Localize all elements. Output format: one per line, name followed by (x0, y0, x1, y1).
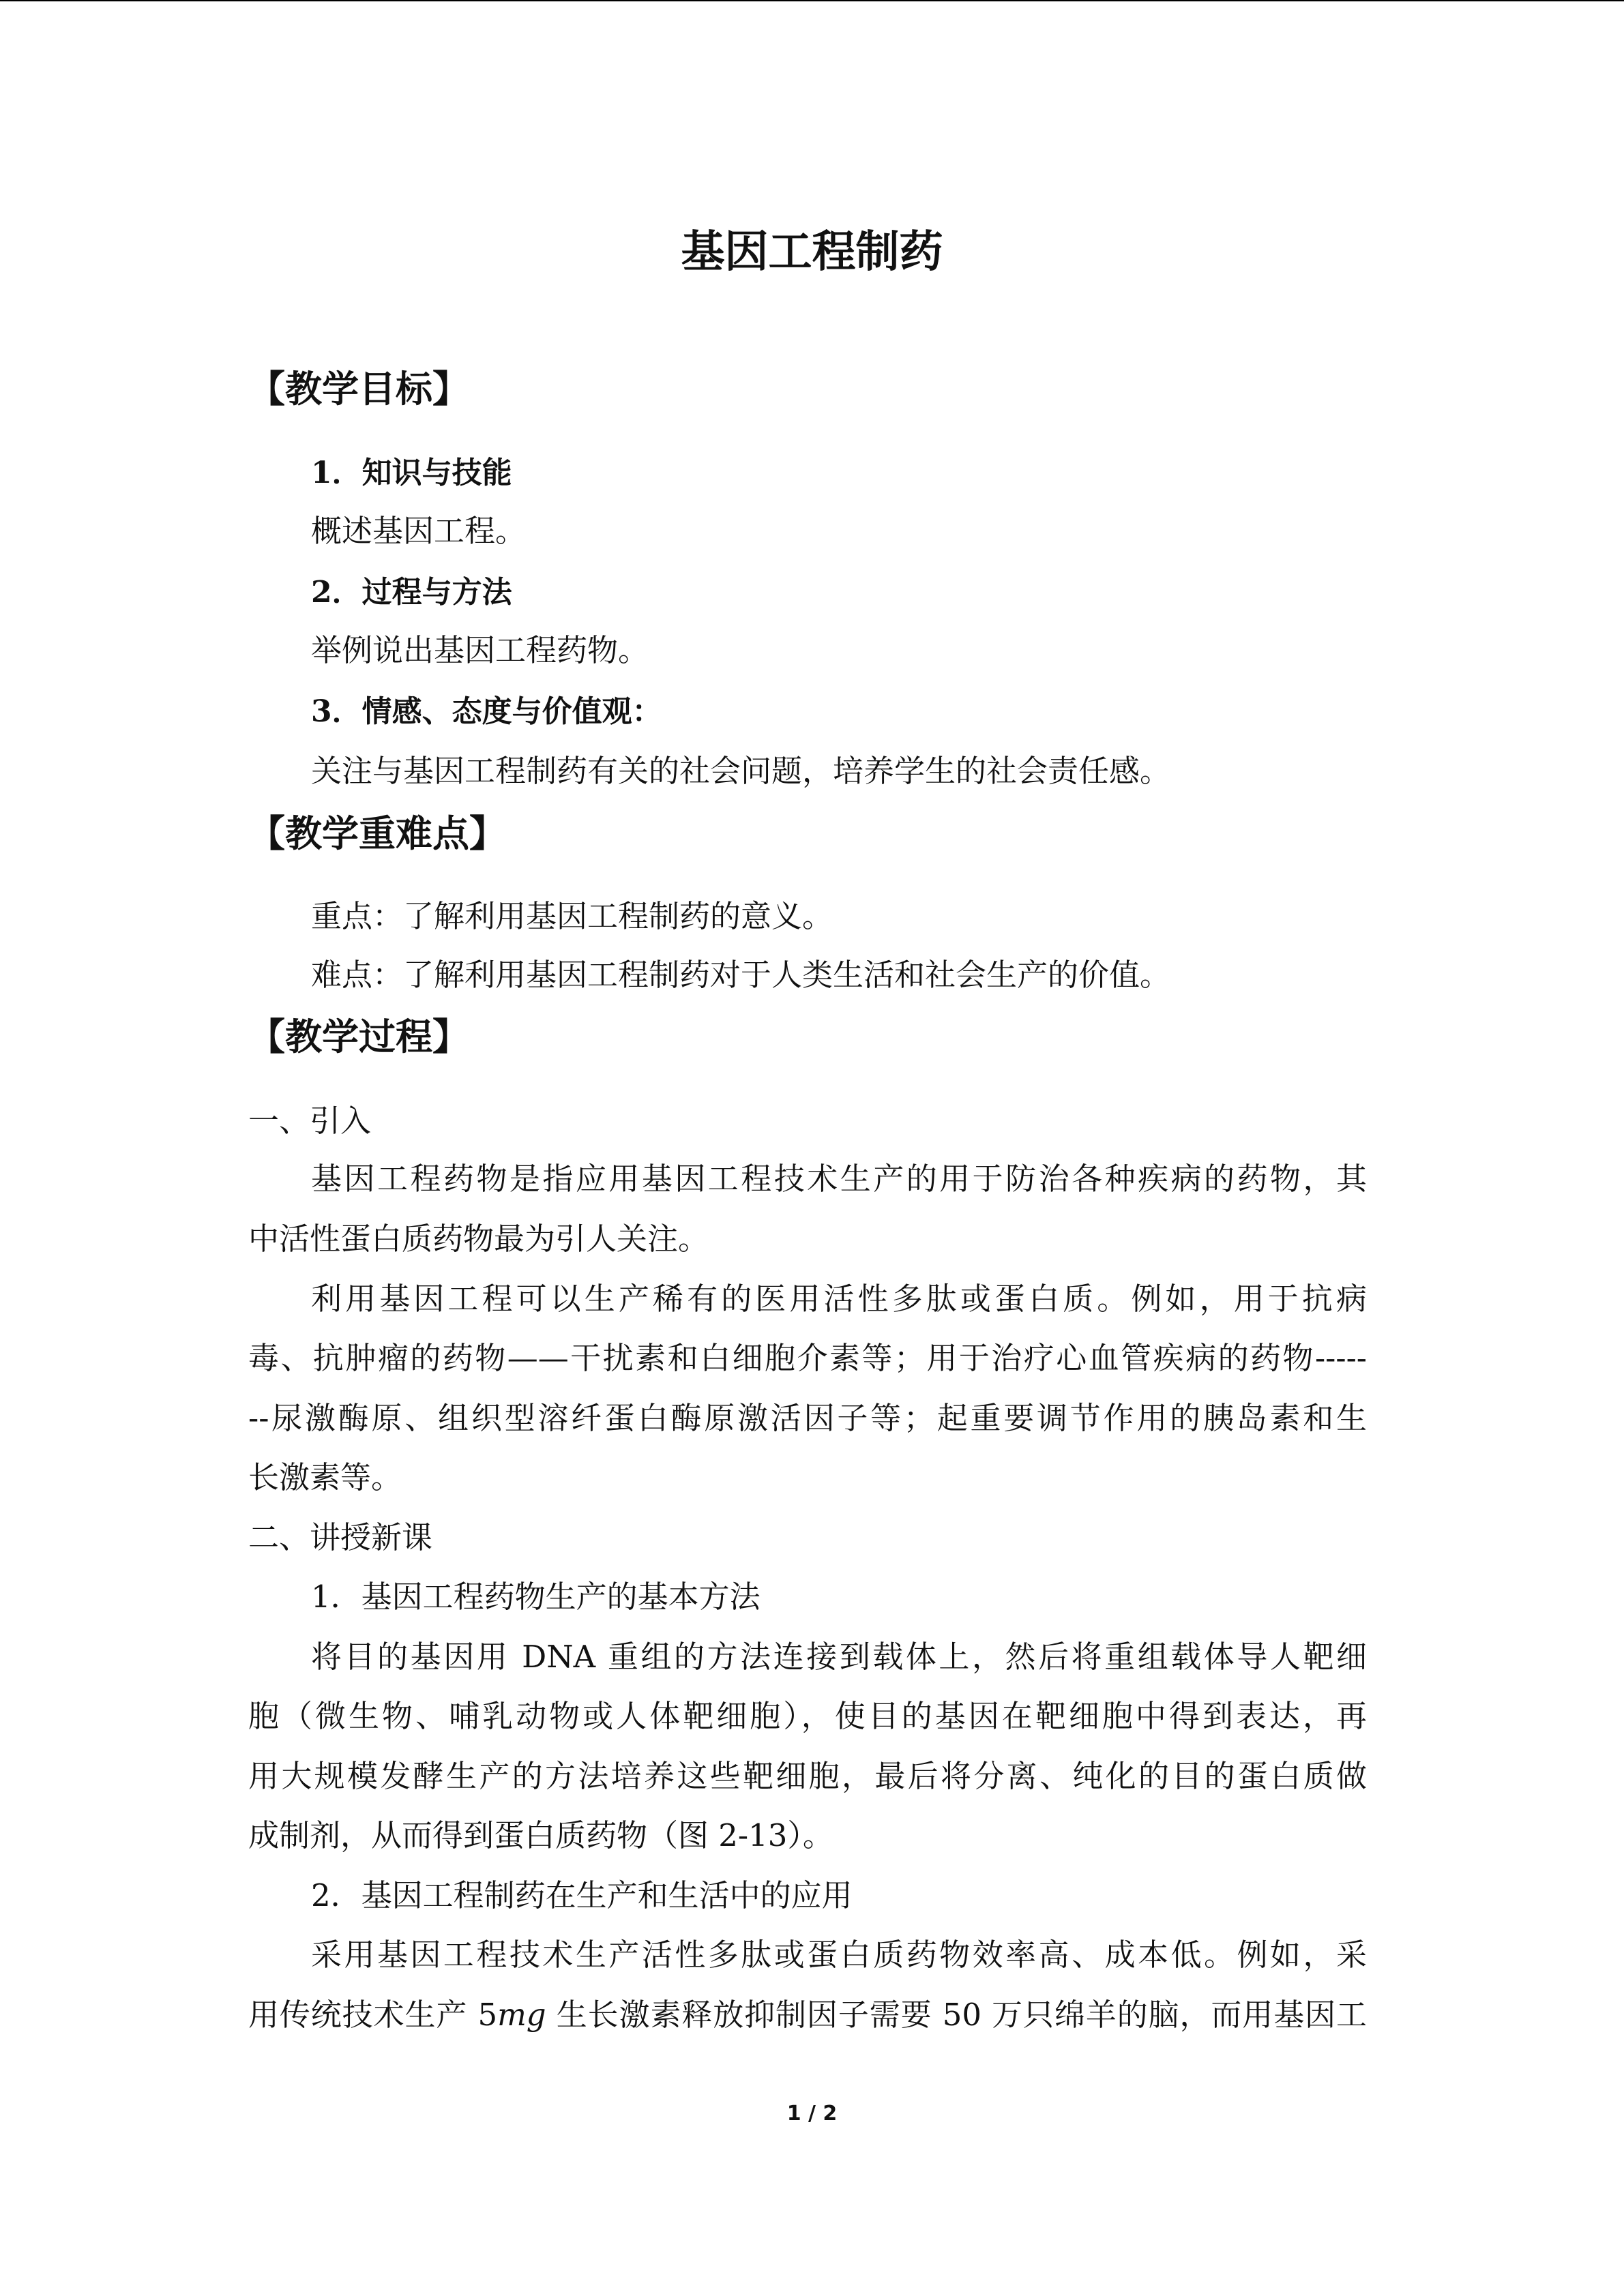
objective-emotion-title: 3．情感、态度与价值观： (311, 694, 662, 729)
section-heading-process: 【教学过程】 (248, 1015, 469, 1058)
page-number: 1 / 2 (786, 2102, 838, 2126)
subsection-1-line-2: 胞（微生物、哺乳动物或人体靶细胞），使目的基因在靶细胞中得到表达，再 (248, 1698, 1367, 1734)
unit-mg: mg (497, 1997, 546, 2033)
objective-knowledge-title: 1．知识与技能 (311, 456, 512, 490)
intro-paragraph-2-line-4: 长激素等。 (248, 1459, 402, 1495)
intro-heading: 一、引入 (248, 1103, 372, 1139)
subsection-2-line-2-start: 用传统技术生产 5 (248, 1997, 498, 2033)
document-title: 基因工程制药 (681, 226, 943, 278)
objective-process-title: 2．过程与方法 (311, 575, 512, 610)
subsection-1-line-1: 将目的基因用 DNA 重组的方法连接到载体上，然后将重组载体导人靶细 (311, 1639, 1367, 1675)
new-lesson-heading: 二、讲授新课 (248, 1519, 433, 1555)
subsection-1-line-4: 成制剂，从而得到蛋白质药物（图 2-13）。 (248, 1817, 833, 1853)
section-heading-keypoints: 【教学重难点】 (248, 811, 506, 855)
intro-paragraph-1-line-2: 中活性蛋白质药物最为引人关注。 (248, 1221, 709, 1257)
subsection-2-line-2-end: 生长激素释放抑制因子需要 50 万只绵羊的脑，而用基因工 (546, 1997, 1367, 2033)
intro-paragraph-2-line-2: 毒、抗肿瘤的药物——干扰素和白细胞介素等；用于治疗心血管疾病的药物----- (248, 1340, 1367, 1376)
subsection-1-title: 1．基因工程药物生产的基本方法 (311, 1579, 761, 1615)
section-heading-objectives: 【教学目标】 (248, 367, 469, 411)
intro-paragraph-2-line-1: 利用基因工程可以生产稀有的医用活性多肽或蛋白质。例如，用于抗病 (311, 1281, 1367, 1317)
subsection-2-line-2 (248, 1990, 1367, 2034)
keypoint-key: 重点：了解利用基因工程制药的意义。 (311, 898, 833, 934)
keypoint-difficult: 难点：了解利用基因工程制药对于人类生活和社会生产的价值。 (311, 957, 1171, 993)
intro-paragraph-1-line-1: 基因工程药物是指应用基因工程技术生产的用于防治各种疾病的药物，其 (311, 1161, 1367, 1197)
objective-knowledge-text: 概述基因工程。 (311, 513, 527, 549)
intro-paragraph-2-line-3: --尿激酶原、组织型溶纤蛋白酶原激活因子等；起重要调节作用的胰岛素和生 (248, 1400, 1367, 1436)
objective-process-text: 举例说出基因工程药物。 (311, 632, 649, 668)
objective-emotion-text: 关注与基因工程制药有关的社会问题，培养学生的社会责任感。 (311, 753, 1171, 789)
subsection-2-title: 2．基因工程制药在生产和生活中的应用 (311, 1877, 853, 1913)
subsection-1-line-3: 用大规模发酵生产的方法培养这些靶细胞，最后将分离、纯化的目的蛋白质做 (248, 1758, 1367, 1794)
subsection-2-line-1: 采用基因工程技术生产活性多肽或蛋白质药物效率高、成本低。例如，采 (311, 1937, 1367, 1973)
